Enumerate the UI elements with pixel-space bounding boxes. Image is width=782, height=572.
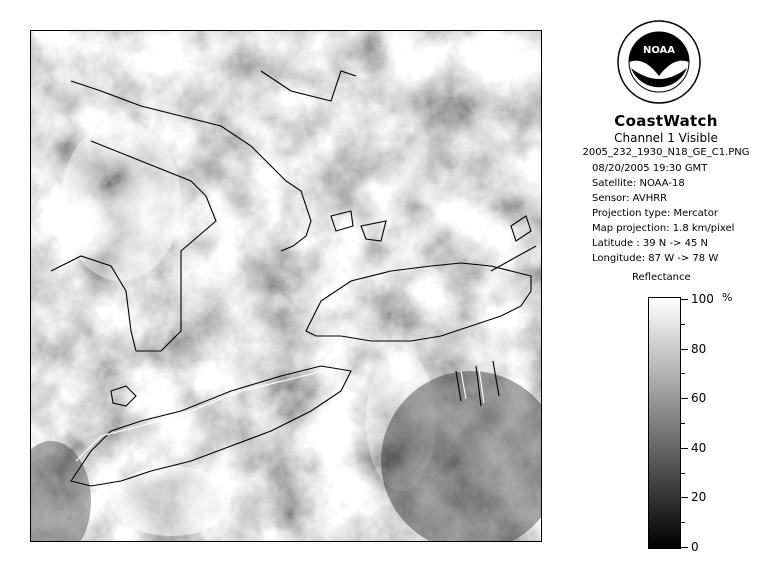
coastline-map [31,31,542,542]
longitude-label: Longitude: 87 W -> 78 W [592,253,719,264]
colorbar-tick-label: 20 [691,490,707,504]
colorbar-tick [681,349,688,350]
reflectance-colorbar [648,297,681,549]
date-time: 08/20/2005 19:30 GMT [592,163,708,174]
noaa-logo [617,20,701,104]
filename-label: 2005_232_1930_N18_GE_C1.PNG [582,147,750,158]
colorbar-tick [681,473,685,474]
colorbar-tick-label: 40 [691,441,707,455]
colorbar-tick [681,448,688,449]
colorbar-tick-label: 100 [691,292,714,306]
colorbar-tick [681,373,685,374]
colorbar-tick-label: 80 [691,342,707,356]
satellite-image [30,30,542,542]
satellite-label: Satellite: NOAA-18 [592,178,685,189]
colorbar-tick [681,299,688,300]
colorbar-tick [681,423,685,424]
colorbar-tick [681,324,685,325]
colorbar-tick-label: 60 [691,391,707,405]
colorbar-title: Reflectance [632,272,691,283]
colorbar-tick [681,497,688,498]
colorbar-unit: % [722,291,733,304]
map-projection-label: Map projection: 1.8 km/pixel [592,223,735,234]
colorbar-tick [681,398,688,399]
channel-label: Channel 1 Visible [614,131,718,145]
colorbar-tick [681,547,688,548]
brand-title: CoastWatch [614,112,718,130]
colorbar-tick [681,522,685,523]
cloud-patch [111,466,231,536]
logo-text: NOAA [642,45,676,56]
latitude-label: Latitude : 39 N -> 45 N [592,238,708,249]
projection-type-label: Projection type: Mercator [592,208,718,219]
sensor-label: Sensor: AVHRR [592,193,668,204]
colorbar-tick-label: 0 [691,540,699,554]
